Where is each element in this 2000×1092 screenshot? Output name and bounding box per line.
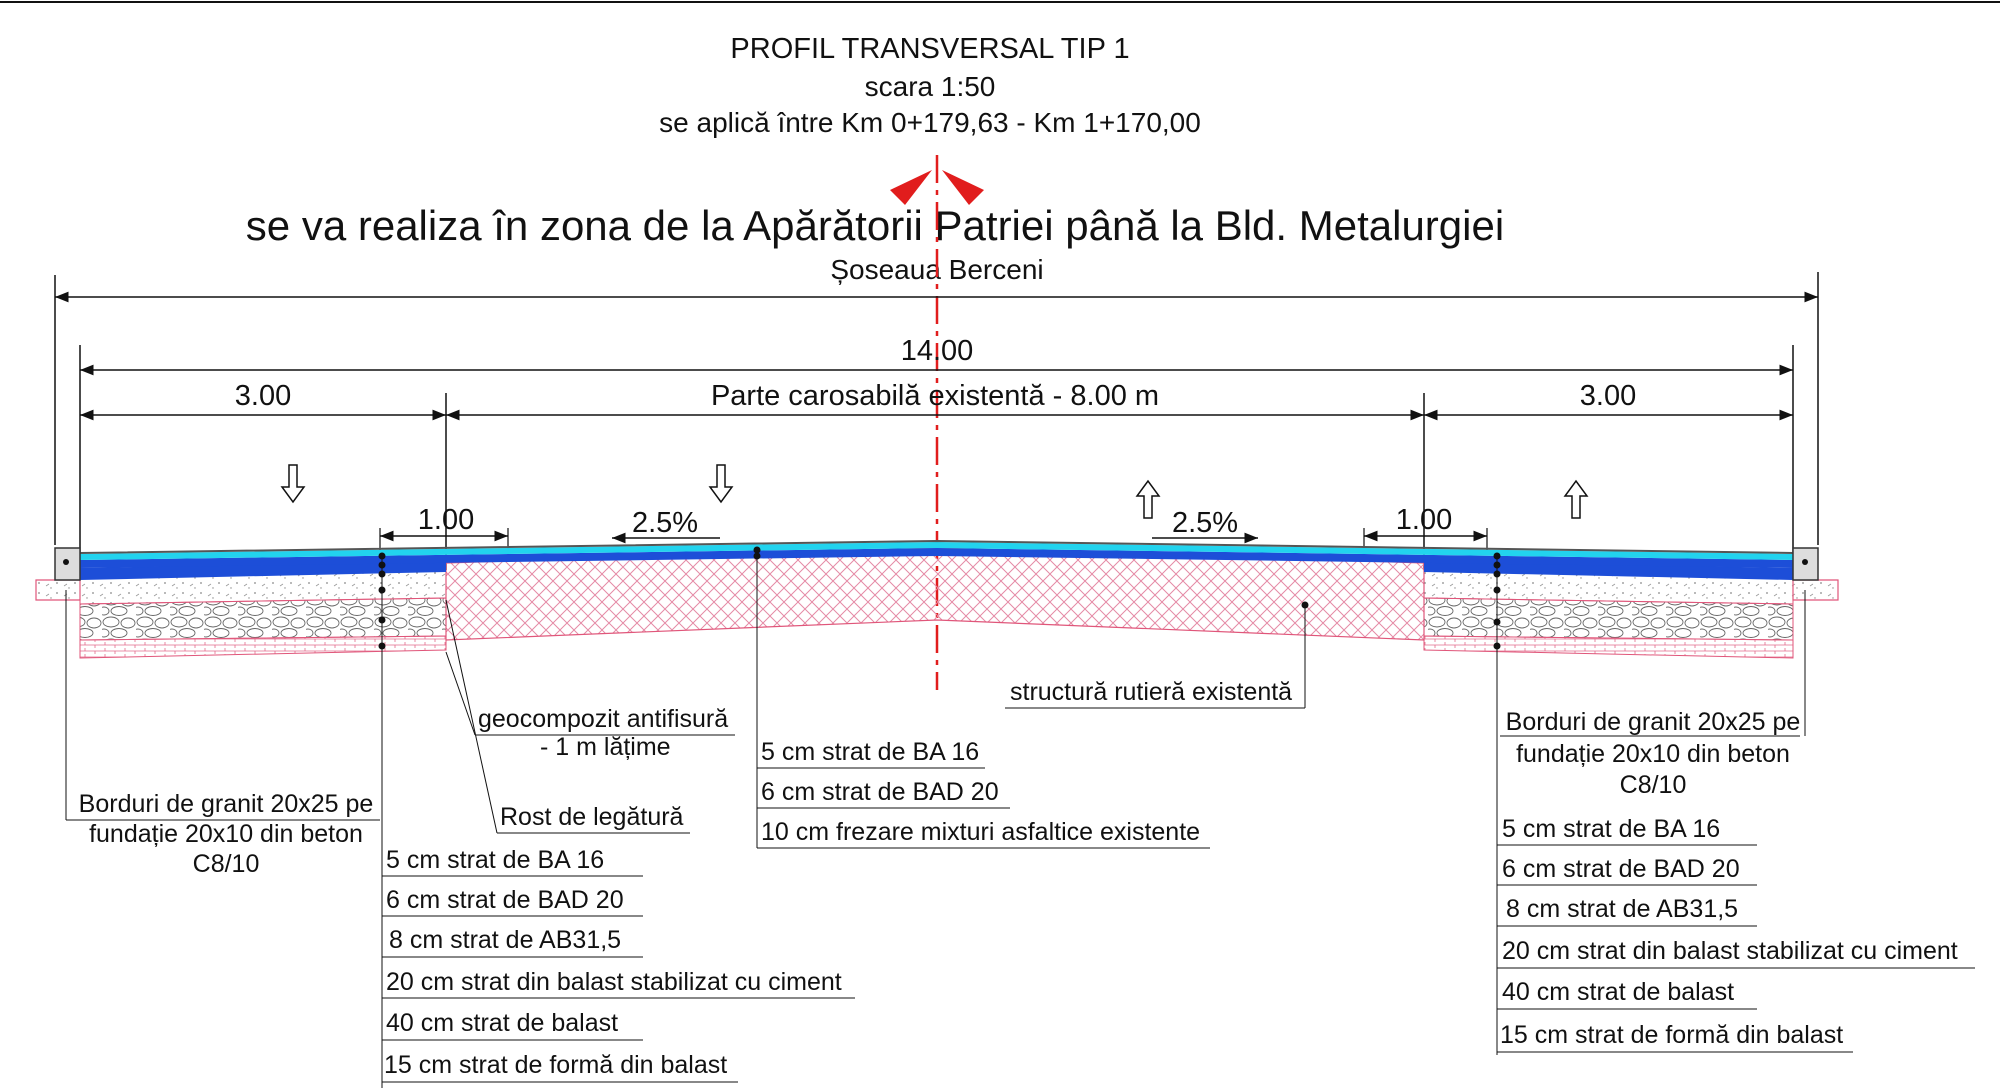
dimension-total-label: 14.00 xyxy=(900,335,974,367)
geocomposite-label-line2: - 1 m lățime xyxy=(540,733,671,761)
left-layer-label: 15 cm strat de formă din balast xyxy=(384,1051,728,1079)
left-curb-label-line2: fundație 20x10 din beton xyxy=(89,820,363,848)
center-layer-label: 5 cm strat de BA 16 xyxy=(761,738,980,766)
right-curb-foundation xyxy=(1793,580,1838,600)
right-curb-label-line3: C8/10 xyxy=(1619,771,1687,799)
dimension-left-widening-label: 1.00 xyxy=(417,504,475,536)
direction-up-arrow-icon xyxy=(1565,481,1587,518)
right-form-layer xyxy=(1424,636,1793,658)
left-curb-marker xyxy=(63,559,69,565)
existing-road-structure xyxy=(446,548,1424,640)
left-curb-label-line3: C8/10 xyxy=(192,850,260,878)
slope-left-label: 2.5% xyxy=(631,507,699,539)
left-layer-label: 20 cm strat din balast stabilizat cu ciment xyxy=(386,968,842,996)
joint-label: Rost de legătură xyxy=(500,803,684,831)
right-layer-label: 6 cm strat de BAD 20 xyxy=(1502,855,1740,883)
right-curb-label-line1: Borduri de granit 20x25 pe xyxy=(1505,708,1801,736)
dimension-right-widening-label: 1.00 xyxy=(1395,504,1453,536)
direction-down-arrow-icon xyxy=(710,465,732,502)
right-layer-label: 40 cm strat de balast xyxy=(1502,978,1735,1006)
right-layer-label: 20 cm strat din balast stabilizat cu ciment xyxy=(1502,937,1958,965)
right-ballast-layer xyxy=(1424,598,1793,640)
axis-arrow-right-icon xyxy=(942,170,984,205)
right-layer-label: 5 cm strat de BA 16 xyxy=(1502,815,1721,843)
right-layer-label: 15 cm strat de formă din balast xyxy=(1500,1021,1844,1049)
direction-down-arrow-icon xyxy=(282,465,304,502)
left-form-layer xyxy=(80,636,446,658)
dimension-roadway-label: Parte carosabilă existentă - 8.00 m xyxy=(710,380,1160,412)
slope-right-label: 2.5% xyxy=(1171,507,1239,539)
left-curb-foundation xyxy=(36,580,80,600)
dimension-right-sidewalk-label: 3.00 xyxy=(1579,380,1637,412)
right-layer-label: 8 cm strat de AB31,5 xyxy=(1506,895,1739,923)
drawing-location: se va realiza în zona de la Apărătorii Patriei până la Bld. Metalurgiei xyxy=(245,202,1505,249)
center-layer-label: 6 cm strat de BAD 20 xyxy=(761,778,999,806)
existing-structure-label: structură rutieră existentă xyxy=(1010,678,1293,706)
left-layer-list xyxy=(382,846,855,1082)
center-layer-label: 10 cm frezare mixturi asfaltice existente xyxy=(761,818,1201,846)
drawing-title: PROFIL TRANSVERSAL TIP 1 xyxy=(730,33,1130,65)
dimension-left-sidewalk-label: 3.00 xyxy=(234,380,292,412)
street-name: Șoseaua Berceni xyxy=(830,254,1044,285)
drawing-scale: scara 1:50 xyxy=(864,71,996,102)
direction-up-arrow-icon xyxy=(1137,481,1159,518)
left-curb-label-line1: Borduri de granit 20x25 pe xyxy=(78,790,374,818)
left-layer-label: 40 cm strat de balast xyxy=(386,1009,619,1037)
left-ballast-layer xyxy=(80,598,446,640)
center-layer-list xyxy=(757,738,1210,848)
left-layer-label: 5 cm strat de BA 16 xyxy=(386,846,605,874)
left-layer-label: 6 cm strat de BAD 20 xyxy=(386,886,624,914)
right-curb-label-line2: fundație 20x10 din beton xyxy=(1516,740,1790,768)
right-layer-list xyxy=(1497,815,1975,1052)
leader-existing-dot xyxy=(1302,602,1309,609)
drawing-km-range: se aplică între Km 0+179,63 - Km 1+170,00 xyxy=(659,107,1201,138)
right-curb-marker xyxy=(1802,559,1808,565)
left-layer-label: 8 cm strat de AB31,5 xyxy=(389,926,622,954)
geocomposite-label-line1: geocompozit antifisură xyxy=(478,705,729,733)
axis-arrow-left-icon xyxy=(890,170,932,205)
